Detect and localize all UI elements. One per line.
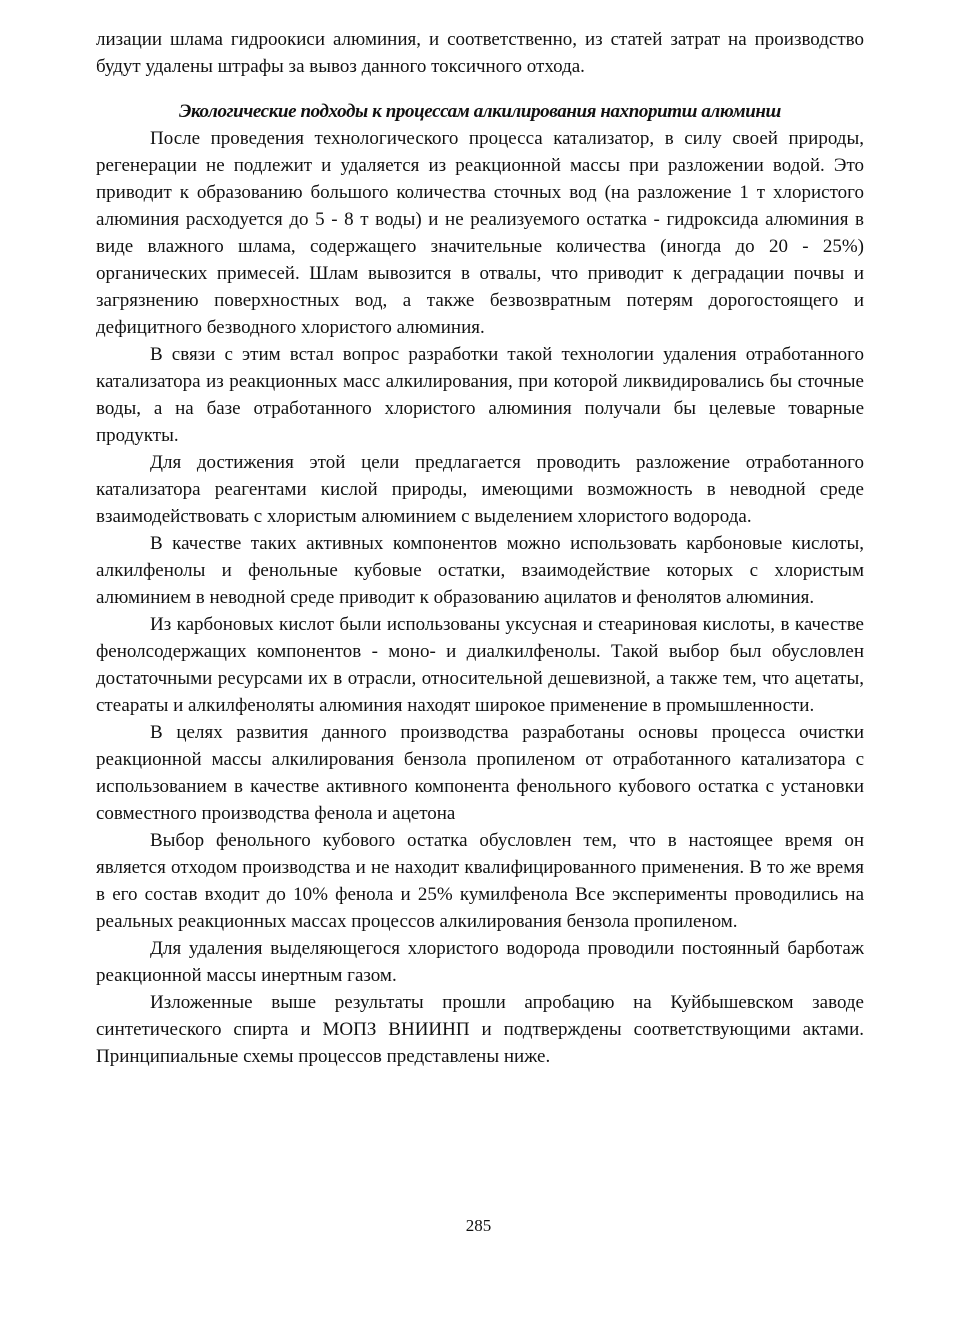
paragraph-1: После проведения технологического процесса катализатор, в силу своей природы, регенерации не подлежит и удаляется из реакционной массы при разложении водой. Это приводит к образованию большого количества сточных вод (на разложение 1 т хлористого алюминия расходуется до 5 - 8 т воды) и не реализуемого остатка - гидроксида алюминия в виде влажного шлама, содержащего значительные количества (иногда до 20 - 25%) органических примесей. Шлам вывозится в отвалы, что приводит к деградации почвы и загрязнению поверхностных вод, а также безвозвратным потерям дорогостоящего и дефицитного безводного хлористого алюминия. <box>96 128 864 338</box>
page-number: 285 <box>465 1216 492 1235</box>
paragraph-2: В связи с этим встал вопрос разработки такой технологии удаления отработанного катализатора из реакционных масс алкилирования, при которой ликвидировались бы сточные воды, а на базе отработанного хлористого алюминия получали бы целевые товарные продукты. <box>96 344 864 446</box>
paragraph-4: В качестве таких активных компонентов можно использовать карбоновые кислоты, алкилфенолы и фенольные кубовые остатки, взаимодействие которых с хлористым алюминием в неводной среде приводит к образованию ацилатов и фенолятов алюминия. <box>96 533 864 608</box>
paragraph-6: В целях развития данного производства разработаны основы процесса очистки реакционной массы алкилирования бензола пропиленом от отработанного катализатора с использованием в качестве активного компонента фенольного кубового остатка с установки совместного производства фенола и ацетона <box>96 722 864 824</box>
continuation-paragraph: лизации шлама гидроокиси алюминия, и соответственно, из статей затрат на производство будут удалены штрафы за вывоз данного токсичного отхода. <box>96 29 864 77</box>
paragraph-8: Для удаления выделяющегося хлористого водорода проводили постоянный барботаж реакционной массы инертным газом. <box>96 938 864 986</box>
document-page <box>96 26 864 1070</box>
paragraph-3: Для достижения этой цели предлагается проводить разложение отработанного катализатора реагентами кислой природы, имеющими возможность в неводной среде взаимодействовать с хлористым алюминием с выделением хлористого водорода. <box>96 452 864 527</box>
section-heading: Экологические подходы к процессам алкилирования нахпоритш алюминш <box>179 101 781 122</box>
paragraph-9: Изложенные выше результаты прошли апробацию на Куйбышевском заводе синтетического спирта и МОПЗ ВНИИНП и подтверждены соответствующими актами. Принципиальные схемы процессов представлены ниже. <box>96 992 864 1067</box>
paragraph-7: Выбор фенольного кубового остатка обусловлен тем, что в настоящее время он является отходом производства и не находит квалифицированного применения. В то же время в его состав входит до 10% фенола и 25% кумилфенола Все эксперименты проводились на реальных реакционных массах процессов алкилирования бензола пропиленом. <box>96 830 864 932</box>
paragraph-5: Из карбоновых кислот были использованы уксусная и стеариновая кислоты, в качестве фенолсодержащих компонентов - моно- и диалкилфенолы. Такой выбор был обусловлен достаточными ресурсами их в отрасли, относительной дешевизной, а также тем, что ацетаты, стеараты и алкилфеноляты алюминия находят широкое применение в промышленности. <box>96 614 864 716</box>
